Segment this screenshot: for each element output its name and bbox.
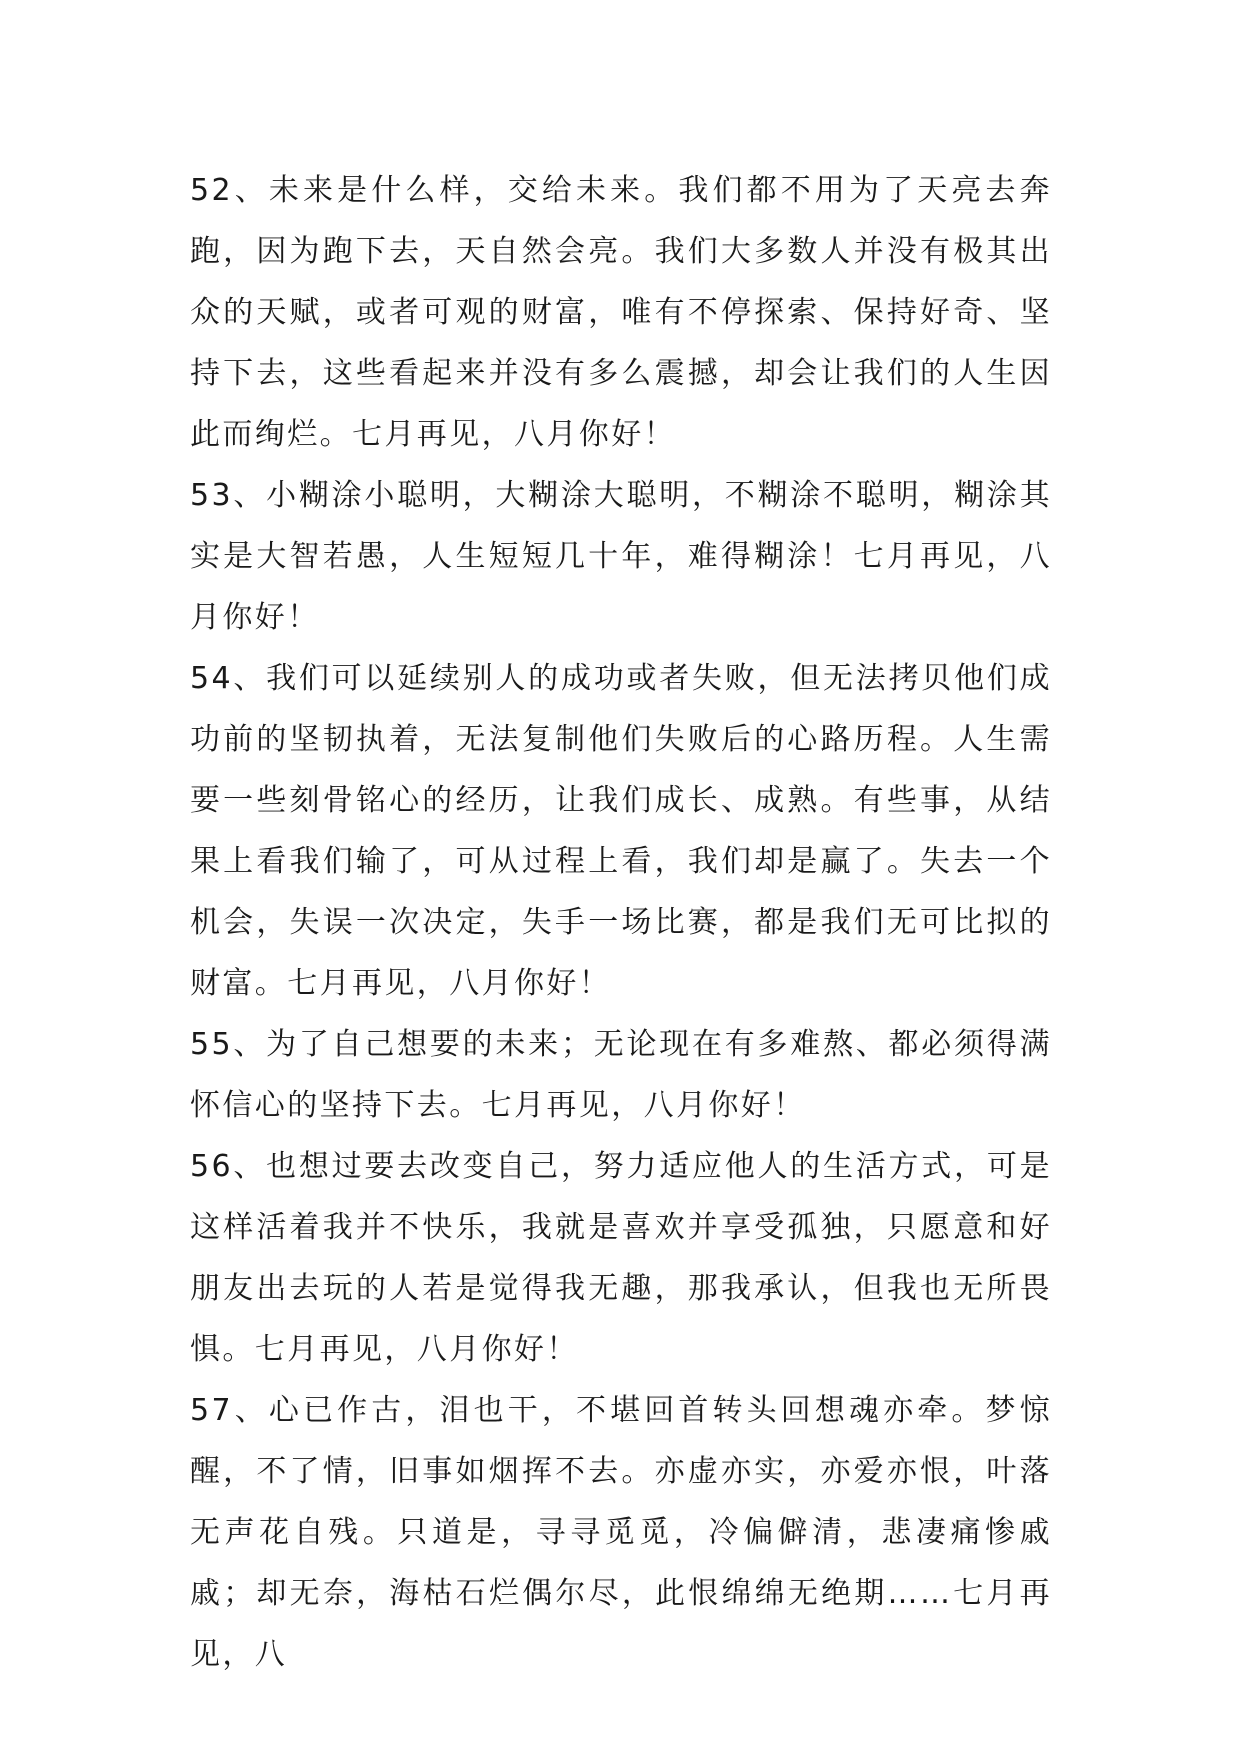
paragraph-53: 53、小糊涂小聪明，大糊涂大聪明，不糊涂不聪明，糊涂其实是大智若愚，人生短短几十年，难得糊涂！七月再见，八月你好！ [190, 478, 1052, 635]
paragraph-56: 56、也想过要去改变自己，努力适应他人的生活方式，可是这样活着我并不快乐，我就是喜欢并享受孤独，只愿意和好朋友出去玩的人若是觉得我无趣，那我承认，但我也无所畏惧。七月再见，八月你好！ [190, 1149, 1052, 1367]
paragraph-55: 55、为了自己想要的未来；无论现在有多难熬、都必须得满怀信心的坚持下去。七月再见，八月你好！ [190, 1027, 1052, 1123]
paragraph-54: 54、我们可以延续别人的成功或者失败，但无法拷贝他们成功前的坚韧执着，无法复制他们失败后的心路历程。人生需要一些刻骨铭心的经历，让我们成长、成熟。有些事，从结果上看我们输了，可从过程上看，我们却是赢了。失去一个机会，失误一次决定，失手一场比赛，都是我们无可比拟的财富。七月再见，八月你好！ [190, 661, 1052, 1001]
paragraph-52: 52、未来是什么样，交给未来。我们都不用为了天亮去奔跑，因为跑下去，天自然会亮。我们大多数人并没有极其出众的天赋，或者可观的财富，唯有不停探索、保持好奇、坚持下去，这些看起来并没有多么震撼，却会让我们的人生因此而绚烂。七月再见，八月你好！ [190, 173, 1052, 452]
document-body [190, 160, 1052, 1685]
paragraph-57: 57、心已作古，泪也干，不堪回首转头回想魂亦牵。梦惊醒，不了情，旧事如烟挥不去。亦虚亦实，亦爱亦恨，叶落无声花自残。只道是，寻寻觅觅，冷偏僻清，悲凄痛惨戚戚；却无奈，海枯石烂偶尔尽，此恨绵绵无绝期……七月再见，八 [190, 1393, 1052, 1672]
